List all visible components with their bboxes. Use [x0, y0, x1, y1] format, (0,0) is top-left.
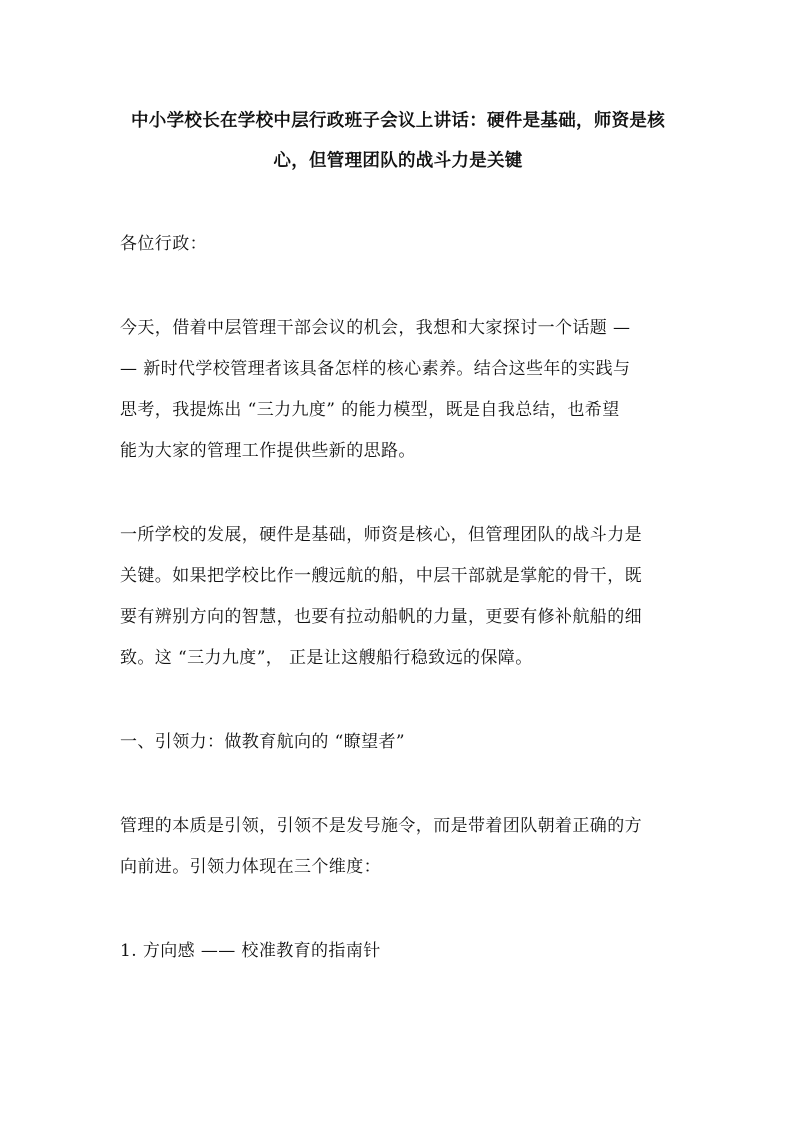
paragraph-line: 向前进。引领力体现在三个维度：: [120, 857, 381, 877]
paragraph-line: 今天，借着中层管理干部会议的机会，我想和大家探讨一个话题 —: [120, 318, 631, 338]
subheading-direction: 1. 方向感 —— 校准教育的指南针: [120, 941, 381, 961]
document-title: [118, 101, 678, 181]
paragraph-line: — 新时代学校管理者该具备怎样的核心素养。结合这些年的实践与: [120, 359, 631, 379]
salutation: 各位行政：: [120, 234, 207, 254]
paragraph-line: 要有辨别方向的智慧，也要有拉动船帆的力量，更要有修补航船的细: [120, 607, 642, 627]
title-line-1: 中小学校长在学校中层行政班子会议上讲话：硬件是基础，师资是核: [131, 111, 665, 131]
paragraph-line: 关键。如果把学校比作一艘远航的船，中层干部就是掌舵的骨干，既: [120, 566, 642, 586]
title-line-2: 心，但管理团队的战斗力是关键: [273, 151, 523, 171]
paragraph-line: 致。这 “三力九度”， 正是让这艘船行稳致远的保障。: [120, 648, 533, 668]
paragraph-line: 一所学校的发展，硬件是基础，师资是核心，但管理团队的战斗力是: [120, 525, 642, 545]
paragraph-line: 能为大家的管理工作提供些新的思路。: [120, 441, 416, 461]
section-heading-leadership: 一、引领力：做教育航向的 “瞭望者”: [120, 732, 405, 752]
paragraph-line: 思考，我提炼出 “三力九度” 的能力模型，既是自我总结，也希望: [120, 400, 620, 420]
paragraph-line: 管理的本质是引领，引领不是发号施令，而是带着团队朝着正确的方: [120, 816, 642, 836]
